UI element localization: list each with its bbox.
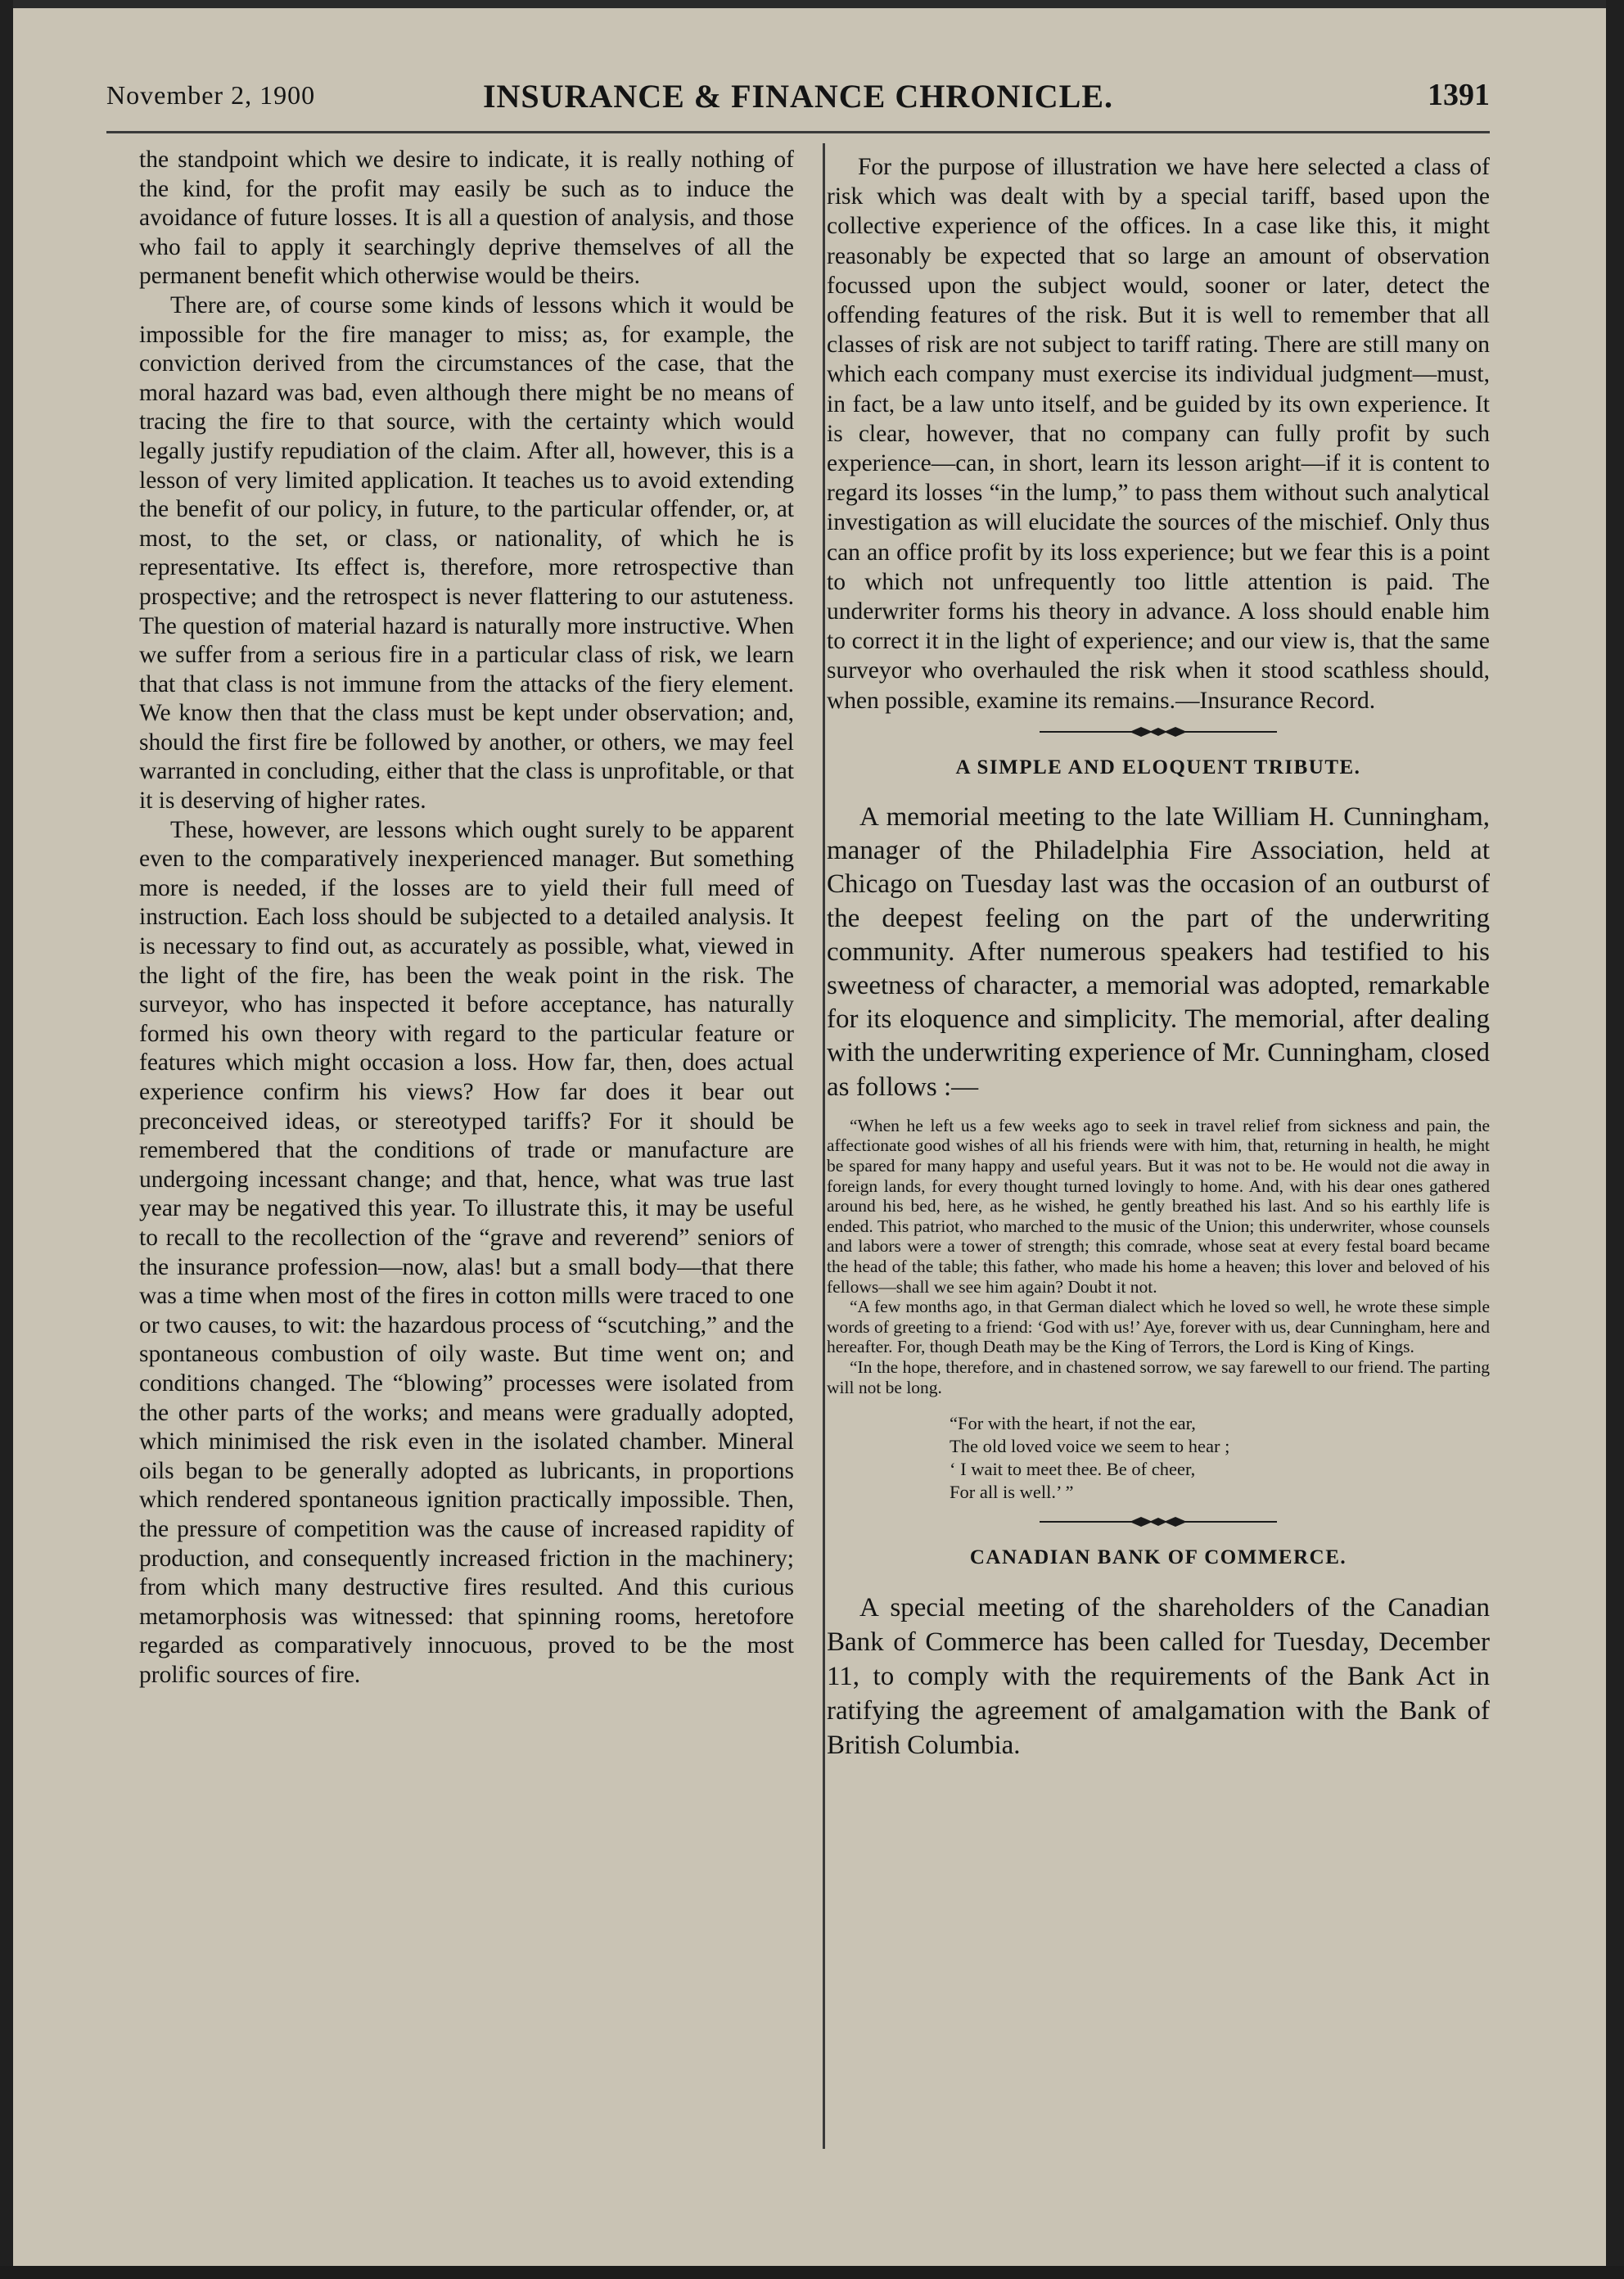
- bank-heading: CANADIAN BANK OF COMMERCE.: [969, 1546, 1347, 1569]
- right-continuation-paragraph: For the purpose of illustration we have here selected a class of risk which was dealt with by a special tariff, based upon the collective experience of the offices. In a case like this, it might reasonably be expected that so large an amount of observation focussed upon the subject would, sooner or later, detect the offending features of the risk. But it is well to remember that all classes of risk are not subject to tariff rating. There are still many on which each company must exercise its individual judgment—must, in fact, be a law unto itself, and be guided by its own experience. It is clear, however, that no company can fully profit by such experience—can, in short, learn its lesson aright—if it is content to regard its losses “in the lump,” to pass them without such analytical investigation as will elucidate the sources of the mischief. Only thus can an office profit by its loss experience; but we fear this is a point to which not unfrequently too little attention is paid. The underwriter forms his theory in advance. A loss should enable him to correct it in the light of experience; and our view is, that the same surveyor who overhauled the risk when it stood scathless should, when possible, examine its remains.—Insurance Record.: [827, 154, 1490, 714]
- page-number: 1391: [1428, 78, 1490, 112]
- verse-line-3: ‘ I wait to meet thee. Be of cheer,: [950, 1459, 1196, 1480]
- verse-line-2: The old loved voice we seem to hear ;: [950, 1436, 1230, 1457]
- header-date: November 2, 1900: [106, 80, 316, 110]
- memorial-quote: [827, 1116, 1490, 1397]
- column-divider: [823, 143, 825, 2149]
- right-column: [827, 152, 1490, 1762]
- quote-paragraph-1: “When he left us a few weeks ago to seek in travel relief from sickness and pain, the affectionate good wishes of all his friends were with him, that, returning in health, he might be spared for many happy and useful years. But it was not to be. He would not die away in foreign lands, for every thought turned lovingly to home. And, with his dear ones gathered around his bed, here, as he wished, he gently breathed his last. And so his earthly life is ended. This patriot, who marched to the music of the Union; this underwriter, whose counsels and labors were a tower of strength; this comrade, whose seat at every festal board became the head of the table; this father, who made his home a heaven; this lover and beloved of his fellows—shall we see him again? Doubt it not.: [827, 1115, 1490, 1297]
- left-paragraph-3: These, however, are lessons which ought surely to be apparent even to the comparatively inexperienced manager. But something more is needed, if the losses are to yield their full meed of instruction. Each loss should be subjected to a detailed analysis. It is necessary to find out, as accurately as possible, what, viewed in the light of the fire, has been the weak point in the risk. The surveyor, who has inspected it before acceptance, has naturally formed his own theory with regard to the particular feature or features which might occasion a loss. How far, then, does actual experience confirm his views? How far does it bear out preconceived ideas, or stereotyped tariffs? For it should be remembered that the conditions of trade or manufacture are undergoing incessant change; and that, hence, what was true last year may be negatived this year. To illustrate this, it may be useful to recall to the recollection of the “grave and reverend” seniors of the insurance profession—now, alas! but a small body—that there was a time when most of the fires in cotton mills were traced to one or two causes, to wit: the hazardous process of “scutching,” and the spontaneous combustion of oily waste. But time went on; and conditions changed. The “blowing” processes were isolated from the other parts of the works; and means were gradually adopted, which minimised the risk even in the isolated chamber. Mineral oils began to be generally adopted as lubricants, in proportions which rendered spontaneous ignition practically impossible. Then, the pressure of competition was the cause of increased rapidity of production, and consequently increased friction in the machinery; from which many destructive fires resulted. And this curious metamorphosis was witnessed: that spinning rooms, heretofore regarded as comparatively innocuous, proved to be the most prolific sources of fire.: [139, 816, 794, 1688]
- verse-line-4: For all is well.’ ”: [950, 1482, 1074, 1503]
- tribute-heading: A SIMPLE AND ELOQUENT TRIBUTE.: [955, 756, 1361, 778]
- tribute-intro-paragraph: A memorial meeting to the late William H. Cunningham, manager of the Philadelphia Fire Association, held at Chicago on Tuesday last was the occasion of an outburst of the deepest feeling on the part of the underwriting community. After numerous speakers had testified to his sweetness of character, a memorial was adopted, remarkable for its eloquence and simplicity. The memorial, after dealing with the underwriting experience of Mr. Cunningham, closed as follows :—: [827, 802, 1490, 1102]
- section-ornament: [1040, 725, 1277, 738]
- scan-edge-bottom: [0, 2266, 1624, 2279]
- scan-edge-left: [0, 0, 13, 2279]
- left-paragraph-1: the standpoint which we desire to indicate, it is really nothing of the kind, for the profit may easily be such as to induce the avoidance of future losses. It is all a question of analysis, and those who fail to apply it searchingly deprive themselves of all the permanent benefit which otherwise would be theirs.: [139, 147, 794, 290]
- left-paragraph-2: There are, of course some kinds of lessons which it would be impossible for the fire manager to miss; as, for example, the conviction derived from the circumstances of the case, that the moral hazard was bad, even although there might be no means of tracing the fire to that source, with the certainty which would legally justify repudiation of the claim. After all, however, this is a lesson of very limited application. It teaches us to avoid extending the benefit of our policy, in future, to the particular offender, or, at most, to the set, or class, or nationality, of which he is representative. Its effect is, therefore, more retrospective than prospective; and the retrospect is never flattering to our astuteness. The question of material hazard is naturally more instructive. When we suffer from a serious fire in a particular class of risk, we learn that that class is not immune from the attacks of the fiery element. We know then that the class must be kept under observation; and, should the first fire be followed by another, or others, we may feel warranted in concluding, either that the class is unprofitable, or that it is deserving of higher rates.: [139, 291, 794, 815]
- left-column: [139, 146, 794, 1690]
- scan-edge-top: [0, 0, 1624, 8]
- quote-paragraph-3: “In the hope, therefore, and in chastened sorrow, we say farewell to our friend. The parting will not be long.: [827, 1357, 1490, 1397]
- running-head: [106, 80, 1490, 121]
- section-ornament-2: [1040, 1515, 1277, 1528]
- header-rule: [106, 131, 1490, 133]
- scan-edge-right: [1606, 0, 1624, 2279]
- bank-paragraph: A special meeting of the shareholders of the Canadian Bank of Commerce has been called for Tuesday, December 11, to comply with the requirements of the Bank Act in ratifying the agreement of amalgamation with the Bank of British Columbia.: [827, 1593, 1490, 1761]
- quote-paragraph-2: “A few months ago, in that German dialect which he loved so well, he wrote these simple words of greeting to a friend: ‘God with us!’ Aye, forever with us, dear Cunningham, here and hereafter. For, though Death may be the King of Terrors, the Lord is King of Kings.: [827, 1297, 1490, 1357]
- memorial-verse: [950, 1412, 1490, 1504]
- journal-title: INSURANCE & FINANCE CHRONICLE.: [482, 78, 1114, 115]
- verse-line-1: “For with the heart, if not the ear,: [950, 1413, 1196, 1434]
